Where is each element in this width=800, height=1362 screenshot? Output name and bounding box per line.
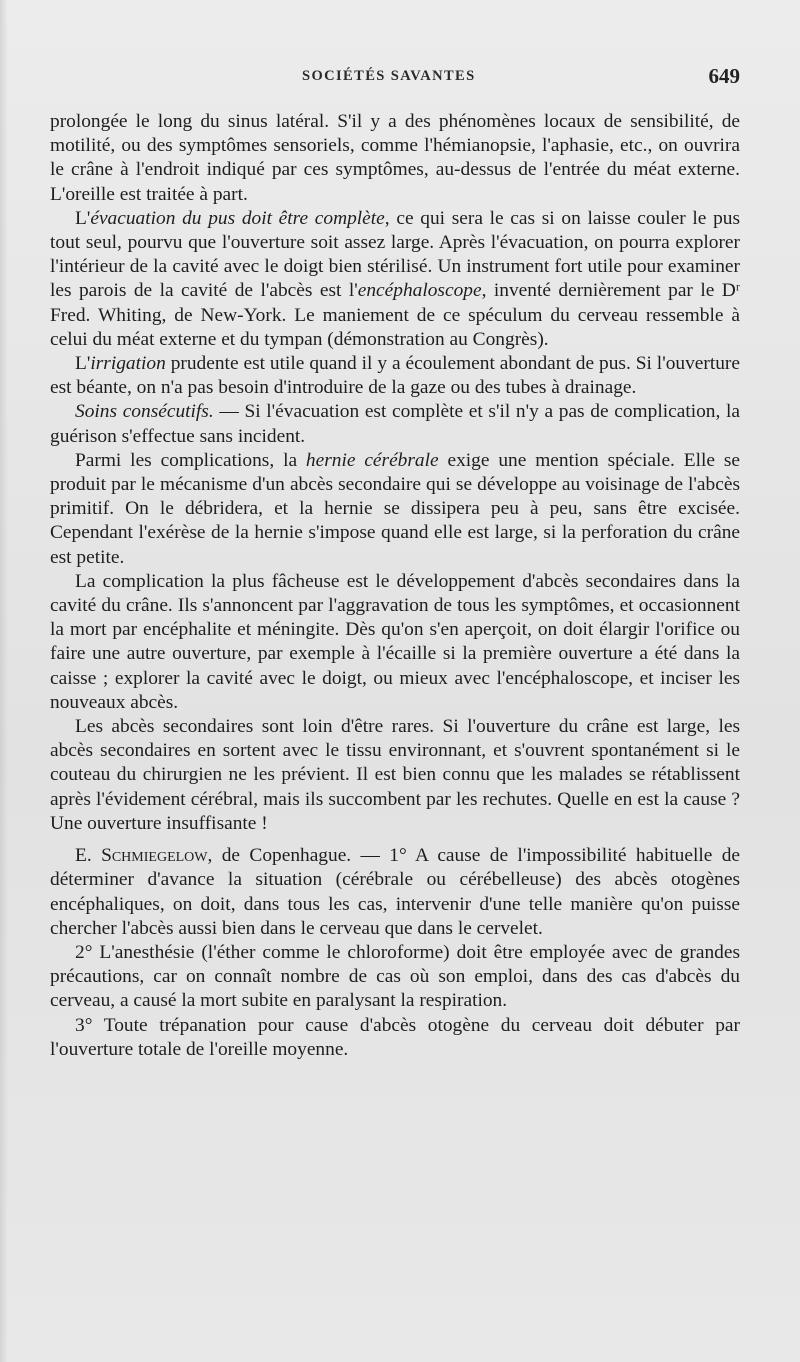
paragraph-10-text: 3° Toute trépanation pour cause d'abcès otogène du cerveau doit débuter par l'ouverture totale de l'oreille moyenne. [50,1014,740,1060]
paragraph-5-italic: hernie cérébrale [305,449,439,471]
paragraph-2-text-2: , inventé dernièrement par le Dʳ Fred. Whiting, de New-York. Le maniement de ce spéculum du cerveau ressemble à celui du méat externe et du tympan (démonstration au Congrès). [50,280,740,350]
paragraph-1-text: prolongée le long du sinus latéral. S'il y a des phénomènes locaux de sensibilité, de motilité, ou des symptômes sensoriels, comme l'hémianopsie, l'aphasie, etc., on ouvrira le crâne à l'endroit indiqué par ces symptômes, au-dessus de l'entrée du méat externe. L'oreille est traitée à part. [50,111,740,205]
author-name: Schmiegelow [101,845,208,867]
paragraph-4 [50,400,740,448]
paragraph-8 [50,844,740,941]
paragraph-6 [50,570,740,715]
paragraph-9 [50,941,740,1014]
paragraph-5 [50,449,740,570]
page-number: 649 [708,64,740,88]
paragraph-6-text: La complication la plus fâcheuse est le développement d'abcès secondaires dans la cavité du crâne. Ils s'annoncent par l'aggravation de tous les symptômes, et occasionnent la mort par encéphalite et méningite. Dès qu'on s'en aperçoit, on doit élargir l'orifice ou faire une autre ouverture, par exemple à l'écaille si la première ouverture a été dans la caisse ; explorer la cavité avec le doigt, ou mieux avec l'encéphaloscope, et inciser les nouveaux abcès. [50,570,740,713]
paragraph-2-text-1: , ce qui sera le cas si on laisse couler le pus tout seul, pourvu que l'ouverture soit assez large. Après l'évacuation, on pourra explorer l'intérieur de la cavité avec le doigt bien stérilisé. Un instrument fort utile pour examiner les parois de la cavité de l'abcès est l' [50,207,741,302]
paragraph-4-italic: Soins consécutifs. [75,401,214,423]
paragraph-5-text-2: exige une mention spéciale. Elle se produit par le mécanisme d'un abcès secondaire qui se développe au voisinage de l'abcès primitif. On le débridera, et la hernie se dissipera peu à peu, sans être excisée. Cependant l'exérèse de la hernie s'impose quand elle est large, si la perforation du crâne est petite. [50,449,740,568]
paragraph-2-lead: L' [75,207,91,229]
paragraph-10 [50,1014,740,1062]
paragraph-4-text: — Si l'évacuation est complète et s'il n'y a pas de complication, la guérison s'effectue sans incident. [50,401,741,447]
paragraph-7-text: Les abcès secondaires sont loin d'être rares. Si l'ouverture du crâne est large, les abcès secondaires en sortent avec le tissu environnant, et s'ouvrent spontanément si le couteau du chirurgien ne les prévient. Il est bien connu que les malades se rétablissent après l'évidement cérébral, mais ils succombent par les rechutes. Quelle en est la cause ? Une ouverture insuffisante ! [50,716,740,834]
page-body [50,110,740,1062]
paragraph-9-text: 2° L'anesthésie (l'éther comme le chloroforme) doit être employée avec de grandes précautions, car on connaît nombre de cas où son emploi, dans des cas d'abcès du cerveau, a causé la mort subite en paralysant la respiration. [50,941,740,1012]
paragraph-3-italic: irrigation [90,353,166,375]
paragraph-3-text: prudente est utile quand il y a écoulement abondant de pus. Si l'ouverture est béante, on n'a pas besoin d'introduire de la gaze ou des tubes à drainage. [50,353,740,399]
paragraph-2-italic-1: évacuation du pus doit être complète [90,207,385,229]
paragraph-8-initial: E. [75,845,102,867]
page-header [52,66,740,92]
paragraph-1 [50,110,740,207]
running-head: SOCIÉTÉS SAVANTES [302,68,476,84]
paragraph-2-italic-2: encéphaloscope [357,280,482,302]
paragraph-8-text: , de Copenhague. — 1° A cause de l'impossibilité habituelle de déterminer d'avance la situation (cérébrale ou cérébelleuse) des abcès otogènes encéphaliques, on doit, dans tous les cas, intervenir d'une telle manière qu'on puisse chercher l'abcès aussi bien dans le cerveau que dans le cervelet. [50,845,740,939]
paragraph-5-text-1: Parmi les complications, la [75,449,306,471]
paragraph-2 [50,207,740,352]
paragraph-3 [50,352,740,400]
paragraph-7 [50,715,740,836]
paragraph-3-lead: L' [75,353,91,375]
